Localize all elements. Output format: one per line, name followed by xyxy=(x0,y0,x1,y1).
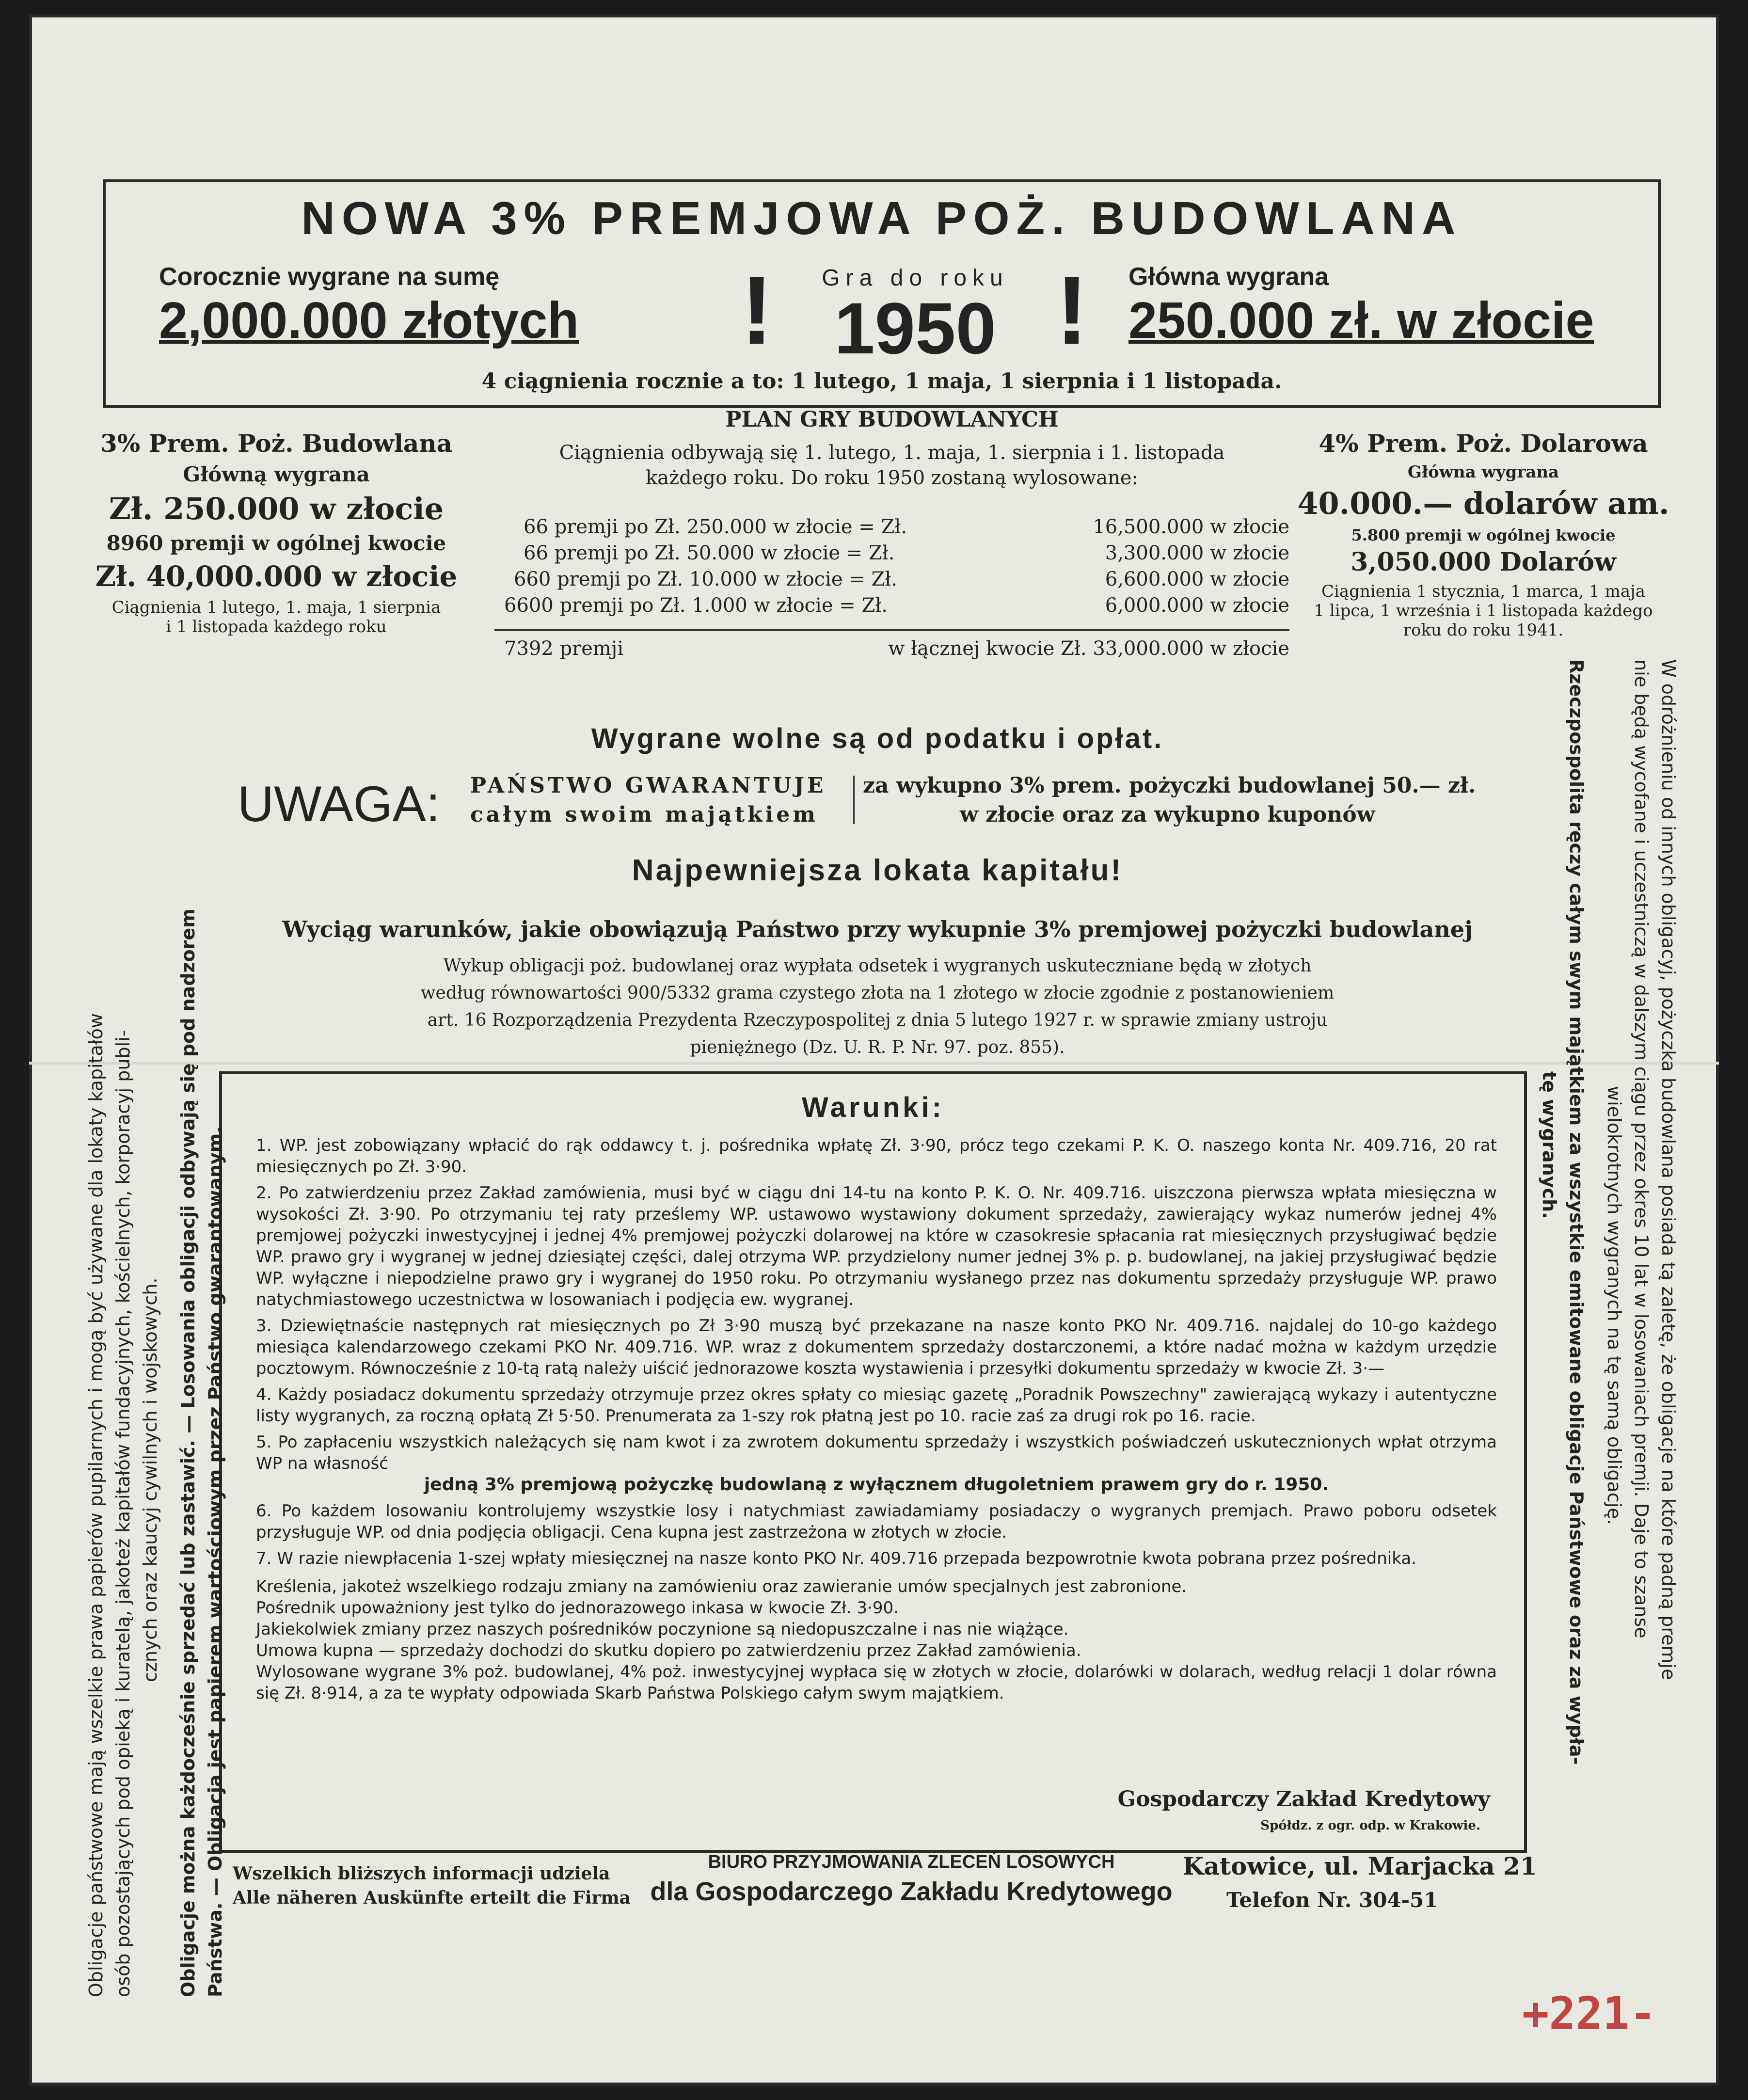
safest-investment: Najpewniejsza lokata kapitału! xyxy=(632,854,1123,887)
play-until-year: 1950 xyxy=(834,287,996,369)
table-row: 66 premji po Zł. 250.000 w złocie = Zł. 16,500.000 w złocie xyxy=(524,516,1289,538)
conditions-list xyxy=(256,1135,1497,1704)
table-row: 66 premji po Zł. 50.000 w złocie = Zł. 3,300.000 w złocie xyxy=(524,542,1289,564)
right-margin-text-bold: Rzeczpospolita ręczy całym swym majątkiem za wszystkie emitowane obligacje Państwowe oraz za wypła- tę wygranych. xyxy=(1539,659,1587,1765)
game-plan-table xyxy=(494,514,1289,619)
note: Jakiekolwiek zmiany przez naszych pośredników poczynione są niedopuszczalne i nas nie wiążące. xyxy=(256,1620,1069,1639)
table-row: 660 premji po Zł. 10.000 w złocie = Zł. 6,600.000 w złocie xyxy=(514,568,1289,590)
list-item: 2. Po zatwierdzeniu przez Zakład zamówienia, musi być w ciągu dni 14-tu na konto P. K. O. Nr. 409.716. uiszczona pierwsza wpłata miesięczna w wysokości Zł. 3·90. Po otrzymaniu tej raty prześlemy WP. ustawowo wystawiony dokument sprzedaży, zawierający wykaz numerów jednej 4% premjowej pożyczki inwestycyjnej i jednej 4% premjowej pożyczki dolarowej na które w czasokresie spłacania rat miesięcznych przysługiwać będzie WP. prawo gry i wygranej w jednej dziesiątej części, dalej otrzyma WP. przydzielony numer jednej 3% p. p. budowlanej, na jakiej przysługiwać będzie WP. wyłączne i niepodzielne prawo gry i wygranej do 1950 roku. Po otrzymaniu wysłanego przez nas dokumentu sprzedaży przysługuje WP. prawo natychmiastowego uczestnictwa w losowaniach i podjęcia ew. wygranej. xyxy=(256,1183,1497,1309)
conditions-box xyxy=(219,1071,1527,1853)
banner-title: NOWA 3% PREMJOWA POŻ. BUDOWLANA xyxy=(301,192,1462,244)
dollar-premiums-count: 5.800 premji w ogólnej kwocie xyxy=(1351,526,1616,544)
premiums-total: Zł. 40,000.000 w złocie xyxy=(95,560,458,593)
draw-dates-1: Ciągnienia 1 lutego, 1. maja, 1 sierpnia xyxy=(111,598,441,617)
table-row: 6600 premji po Zł. 1.000 w złocie = Zł. 6,000.000 w złocie xyxy=(504,594,1289,617)
fold-line xyxy=(29,1062,1719,1065)
list-item: 5. Po zapłaceniu wszystkich należących się nam kwot i za zwrotem dokumentu sprzedaży i wszystkich poświadczeń uskutecznionych wpłat otrzyma WP na własność xyxy=(256,1432,1497,1473)
document-sheet xyxy=(29,15,1719,2085)
state-guarantee-2: całym swoim majątkiem xyxy=(470,802,818,827)
conditions-title: Warunki: xyxy=(802,1092,944,1123)
list-item: 3. Dziewiętnaście następnych rat miesięcznych po Zł 3·90 muszą być przekazane na nasze konto PKO Nr. 409.716. najdalej do 10-go każdego miesiąca kalendarzowego czekami PKO Nr. 409.716. WP. wraz z dokumentem sprzedaży dostarczonemi, a które nadać można w każdym urzędzie pocztowym. Równocześnie z 10-tą ratą należy uiścić jednorazowe koszta wystawienia i przesyłki dokumentu sprzedaży w kwocie Zł. 3·— xyxy=(256,1316,1497,1378)
list-item: 4. Każdy posiadacz dokumentu sprzedaży otrzymuje przez okres spłaty co miesiąc gazetę „Poradnik Powszechny" zawierającą wykazy i autentyczne listy wygranych, za roczną opłatą Zł 5·50. Prenumerata za 1-szy rok płatną jest po 10. racie zaś za drugi rok po 16. racie. xyxy=(256,1385,1497,1426)
buyback-1: za wykupno 3% prem. pożyczki budowlanej 50.— zł. xyxy=(863,773,1476,798)
main-prize-value: Zł. 250.000 w złocie xyxy=(109,491,444,526)
game-plan-title: PLAN GRY BUDOWLANYCH xyxy=(725,407,1059,432)
list-item: 1. WP. jest zobowiązany wpłacić do rąk oddawcy t. j. pośrednika wpłatę Zł. 3·90, prócz tego czekami P. K. O. naszego konta Nr. 409.716, 20 rat miesięcznych po Zł. 3·90. xyxy=(256,1136,1497,1177)
bureau-name: BIURO PRZYJMOWANIA ZLECEŃ LOSOWYCH xyxy=(708,1852,1115,1872)
dollar-draw-dates-1: Ciągnienia 1 stycznia, 1 marca, 1 maja xyxy=(1321,582,1645,601)
info-note-de: Alle näheren Auskünfte erteilt die Firma xyxy=(233,1888,631,1908)
info-note-pl: Wszelkich bliższych informacji udziela xyxy=(233,1863,610,1884)
state-guarantee-1: PAŃSTWO GWARANTUJE xyxy=(470,773,826,798)
dollar-loan-title: 4% Prem. Poż. Dolarowa xyxy=(1319,429,1648,458)
dollar-premiums-total: 3,050.000 Dolarów xyxy=(1351,547,1616,577)
note: Kreślenia, jakoteż wszelkiego rodzaju zmiany na zamówieniu oraz zawieranie umów specjalnych jest zabronione. xyxy=(256,1577,1187,1596)
play-until-caption: Gra do roku xyxy=(822,265,1009,291)
annual-wins-caption: Corocznie wygrane na sumę xyxy=(159,263,500,291)
dollar-loan-summary xyxy=(1289,429,1677,640)
annual-wins-amount: 2,000.000 złotych xyxy=(159,292,579,349)
exclamation-left: ! xyxy=(741,256,773,365)
company-name: Gospodarczy Zakład Kredytowy xyxy=(1117,1787,1490,1812)
dollar-main-prize-value: 40.000.— dolarów am. xyxy=(1297,486,1669,521)
bureau-owner: dla Gospodarczego Zakładu Kredytowego xyxy=(650,1877,1173,1906)
main-prize-label: Główną wygrana xyxy=(183,462,370,486)
buyback-paragraph: Wykup obligacji poż. budowlanej oraz wypłata odsetek i wygranych uskuteczniane będą w złotych według równowartości 900/5332 grama czystego złota na 1 złotego w złocie zgodnie z postanowieniem art. 16 Rozporządzenia Prezydenta Rzeczypospolitej z dnia 5 lutego 1927 r. w sprawie zmiany ustroju pieniężnego (Dz. U. R. P. Nr. 97. poz. 855). xyxy=(420,956,1335,1057)
draw-dates-2: i 1 listopada każdego roku xyxy=(166,617,387,636)
building-loan-summary xyxy=(82,429,470,636)
header-banner xyxy=(103,179,1661,408)
game-plan-total: 7392 premji w łącznej kwocie Zł. 33,000.000 w złocie xyxy=(504,637,1289,660)
note: Pośrednik upoważniony jest tylko do jednorazowego inkasa w kwocie Zł. 3·90. xyxy=(256,1598,899,1618)
conditions-extract-title: Wyciąg warunków, jakie obowiązują Państwo przy wykupnie 3% premjowej pożyczki budowlanej xyxy=(282,916,1473,942)
dollar-draw-dates-2: 1 lipca, 1 września i 1 listopada każdego xyxy=(1314,601,1653,620)
note: Umowa kupna — sprzedaży dochodzi do skutku dopiero po zatwierdzeniu przez Zakład zamówienia. xyxy=(256,1641,1081,1660)
left-margin-text-bold: Obligacje można każdocześnie sprzedać lub zastawić. — Losowania obligacji odbywają się pod nadzorem Państwa. — Obligacja jest papierem wartościowym przez Państwo gwarantowanym. xyxy=(177,908,226,1997)
left-margin-text: Obligacje państwowe mają wszelkie prawa papierów pupilarnych i mogą być używane dla lokaty kapitałów osób pozostających pod opieką i kuratelą, jakoteż kapitałów fundacyjnych, kościelnych, korporacyj publi- cznych oraz kaucyj cywilnych i wojskowych. xyxy=(85,1013,161,1997)
phone: Telefon Nr. 304-51 xyxy=(1226,1888,1438,1912)
main-prize-amount: 250.000 zł. w złocie xyxy=(1128,292,1594,349)
right-margin-text: W odróżnieniu od innych obligacyj, pożyczka budowlana posiada tą zaletę, że obligacje na które padną premje nie będą wycofane i uczestniczą w dalszym ciągu przez okres 10 lat w losowaniach premji. Daje to szanse wielokrotnych wygranych na tę samą obligację. xyxy=(1604,659,1679,1680)
tax-free-notice: Wygrane wolne są od podatku i opłat. xyxy=(591,723,1164,754)
bureau-block xyxy=(645,1852,1178,1907)
list-item: 6. Po każdem losowaniu kontrolujemy wszystkie losy i natychmiast zawiadamiamy posiadaczy o wygranych premjach. Prawo poboru odsetek przysługuje WP. od dnia podjęcia obligacji. Cena kupna jest zastrzeżona w złotych w złocie. xyxy=(256,1501,1497,1542)
exclamation-right: ! xyxy=(1056,256,1088,365)
red-number-stamp: +221- xyxy=(1522,1988,1656,2039)
building-loan-title: 3% Prem. Poż. Budowlana xyxy=(100,429,453,458)
list-item-highlight: jedną 3% premjową pożyczkę budowlaną z wyłącznem długoletniem prawem gry do r. 1950. xyxy=(424,1475,1329,1495)
main-prize-caption: Główna wygrana xyxy=(1128,263,1329,291)
premiums-count: 8960 premji w ogólnej kwocie xyxy=(106,531,446,555)
game-plan xyxy=(494,407,1289,489)
buyback-2: w złocie oraz za wykupno kuponów xyxy=(960,802,1375,827)
bracket-divider xyxy=(853,776,855,824)
company-subtitle: Spółdz. z ogr. odp. w Krakowie. xyxy=(1260,1818,1480,1833)
note: Wylosowane wygrane 3% poż. budowlanej, 4% poż. inwestycyjnej wypłaca się w złotych w złocie, dolarówki w dolarach, według relacji 1 dolar równa się Zł. 8·914, a za te wypłaty odpowiada Skarb Państwa Polskiego całym swym majątkiem. xyxy=(256,1662,1497,1703)
dollar-draw-dates-3: roku do roku 1941. xyxy=(1403,620,1564,640)
address: Katowice, ul. Marjacka 21 xyxy=(1183,1852,1537,1880)
total-divider xyxy=(494,629,1289,631)
game-plan-intro-1: Ciągnienia odbywają się 1. lutego, 1. maja, 1. sierpnia i 1. listopada xyxy=(559,442,1225,464)
draws-schedule: 4 ciągnienia rocznie a to: 1 lutego, 1 maja, 1 sierpnia i 1 listopada. xyxy=(481,369,1282,394)
info-note xyxy=(233,1861,631,1910)
dollar-main-prize-label: Główna wygrana xyxy=(1407,462,1559,482)
attention-label: UWAGA: xyxy=(238,776,440,832)
game-plan-intro-2: każdego roku. Do roku 1950 zostaną wylosowane: xyxy=(645,467,1138,489)
list-item: 7. W razie niewpłacenia 1-szej wpłaty miesięcznej na nasze konto PKO Nr. 409.716 przepada bezpowrotnie kwota pobrana przez pośrednika. xyxy=(256,1549,1416,1568)
